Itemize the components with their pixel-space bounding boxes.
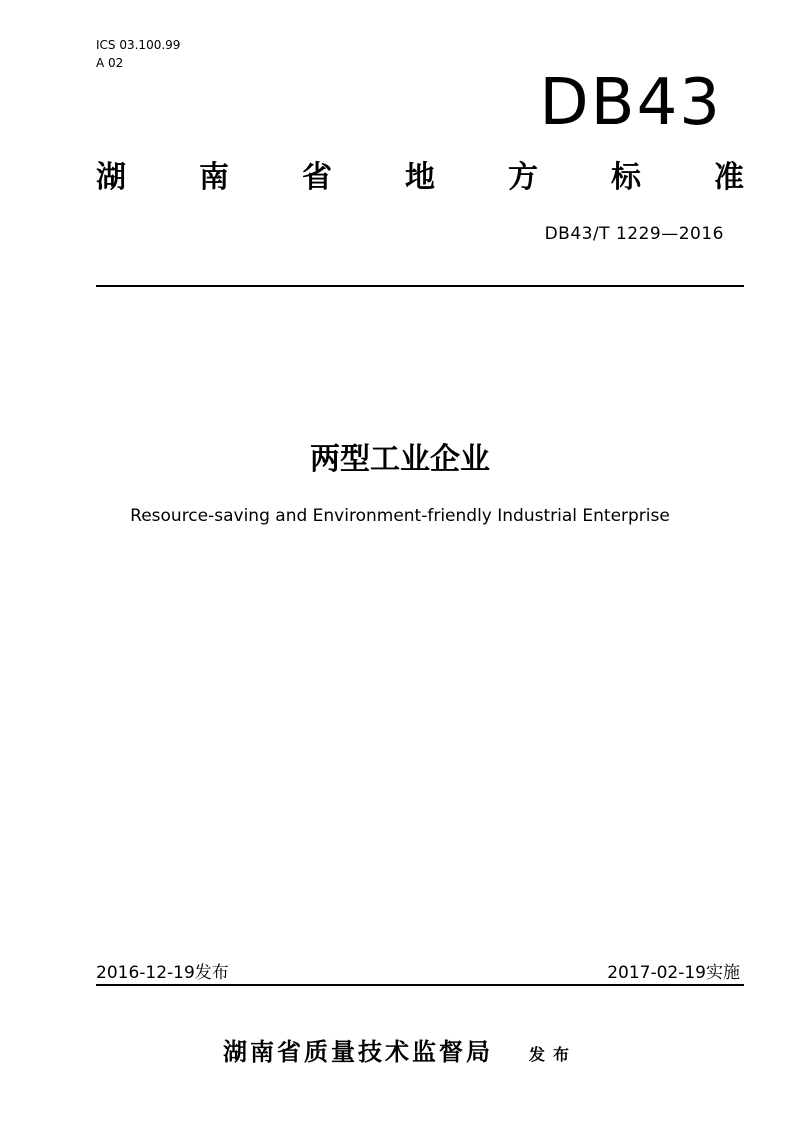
document-title-zh: 两型工业企业 <box>310 442 490 477</box>
standard-number: DB43/T 1229—2016 <box>544 224 724 244</box>
standard-type-char: 准 <box>714 160 744 195</box>
standard-type-char: 方 <box>508 160 538 195</box>
issue-date: 2016-12-19发布 <box>96 963 229 983</box>
standard-type-char: 省 <box>302 160 332 195</box>
standard-type-char: 地 <box>405 160 435 195</box>
standard-type-char: 南 <box>199 160 229 195</box>
ccs-code: A 02 <box>96 56 124 70</box>
top-divider <box>96 285 744 287</box>
publisher-line <box>0 1032 800 1067</box>
bottom-divider <box>96 984 744 986</box>
db-code: DB43 <box>539 66 722 140</box>
document-title-en: Resource-saving and Environment-friendly Industrial Enterprise <box>130 506 670 526</box>
publisher-name: 湖南省质量技术监督局 <box>222 1038 493 1066</box>
implement-date: 2017-02-19实施 <box>607 963 740 983</box>
standard-type-title <box>96 152 744 196</box>
standard-type-char: 标 <box>611 160 641 195</box>
publish-label: 发布 <box>528 1045 577 1064</box>
standard-type-char: 湖 <box>96 160 126 195</box>
ics-code: ICS 03.100.99 <box>96 38 181 52</box>
